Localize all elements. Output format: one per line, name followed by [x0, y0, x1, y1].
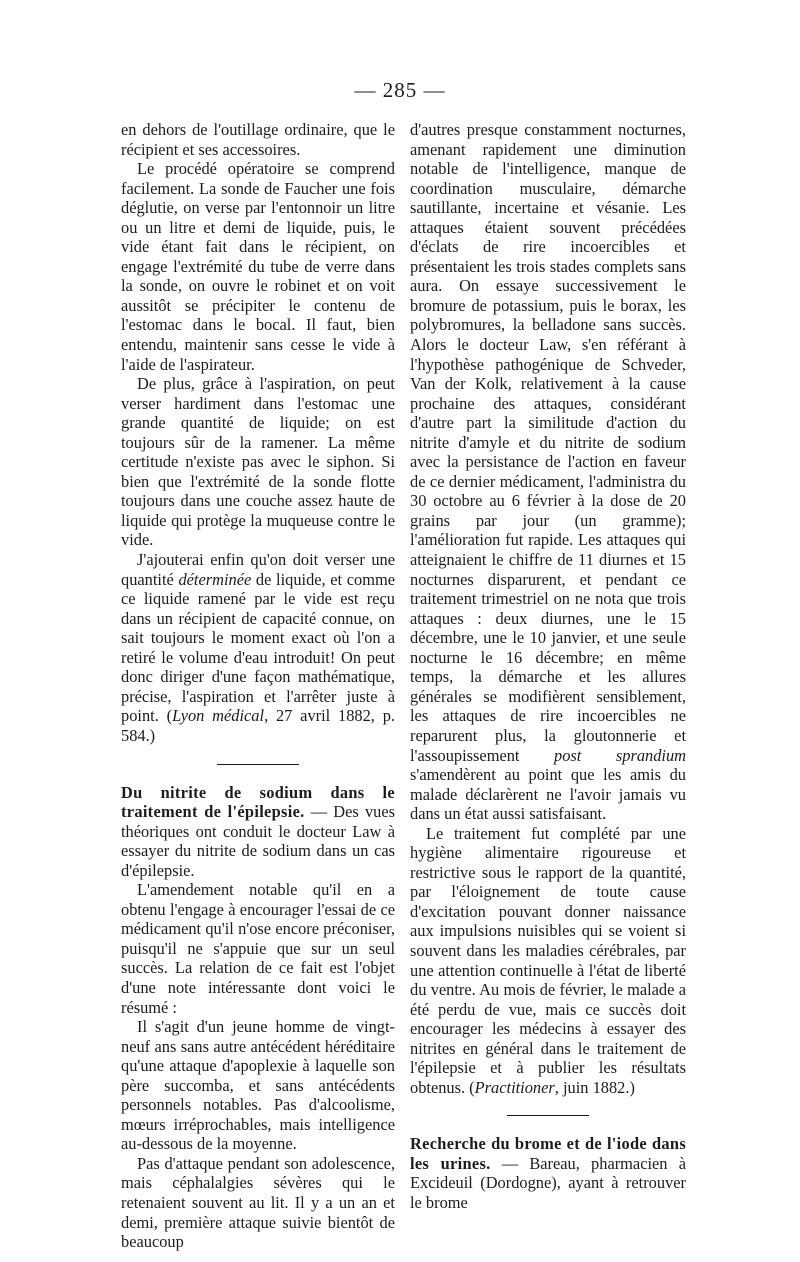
source-citation: Practitioner — [474, 1077, 555, 1097]
paragraph: L'amendement notable qu'il en a obtenu l'engage à encourager l'essai de ce médicament qu'il n'ose encore préconiser, puisqu'il ne s'appuie que sur un seul succès. La relation de ce fait est l'objet d'une note intéressante dont voici le résumé : — [121, 880, 395, 1017]
source-citation: Lyon médical — [172, 706, 265, 726]
paragraph: Pas d'attaque pendant son adolescence, mais céphalalgies sévères qui le retenaient souvent au lit. Il y a un an et demi, première attaque suivie bientôt de beaucoup — [121, 1153, 395, 1252]
page-number: — 285 — — [354, 78, 446, 102]
section-divider — [507, 1115, 589, 1116]
article-lead: Recherche du brome et de l'iode dans les urines. — Bareau, pharmacien à Excideuil (Dordogne), ayant à retrouver le brome — [410, 1134, 686, 1212]
section-divider — [217, 764, 299, 765]
paragraph: J'ajouterai enfin qu'on doit verser une quantité déterminée de liquide, et comme ce liquide ramené par le vide est reçu dans un récipient de capacité connue, on sait toujours le moment exact où l'on a retiré le volume d'eau introduit! On peut donc diriger d'une façon mathématique, précise, l'aspiration et l'arrêter juste à point. (Lyon médical, 27 avril 1882, p. 584.) — [121, 550, 395, 745]
paragraph: Il s'agit d'un jeune homme de vingt-neuf ans sans autre antécédent héréditaire qu'une attaque d'apoplexie à laquelle son père succomba, et sans antécédents personnels notables. Pas d'alcoolisme, mœurs irréprochables, mais intelligence au-dessous de la moyenne. — [121, 1017, 395, 1154]
article-lead: Du nitrite de sodium dans le traitement de l'épilepsie. — Des vues théoriques ont conduit le docteur Law à essayer du nitrite de sodium dans un cas d'épilepsie. — [121, 782, 396, 880]
paragraph: en dehors de l'outillage ordinaire, que le récipient et ses accessoires. — [121, 120, 395, 159]
article-title: Recherche du brome et de l'iode dans les urines. — [410, 1134, 686, 1173]
left-column — [121, 120, 395, 1252]
paragraph: d'autres presque constamment nocturnes, amenant rapidement une diminution notable de l'intelligence, manque de coordination musculaire, démarche sautillante, incertaine et vésanie. Les attaques étaient souvent précédées d'éclats de rire incoercibles et présentaient les trois stades complets sans aura. On essaye successivement le bromure de potassium, puis le borax, les polybromures, la belladone sans succès. Alors le docteur Law, s'en référant à l'hypothèse pathogénique de Schveder, Van der Kolk, relativement à la cause prochaine des attaques, considérant d'autre part la similitude d'action du nitrite d'amyle et du nitrite de sodium avec la persistance de l'action en faveur de ce dernier médicament, l'administra du 30 octobre au 6 février à la dose de 20 grains par jour (un gramme); l'amélioration fut rapide. Les attaques qui atteignaient le chiffre de 11 diurnes et 15 nocturnes disparurent, et pendant ce traitement trimestriel on ne nota que trois attaques : deux diurnes, une le 15 décembre, une le 10 janvier, et une seule nocturne le 16 décembre; en même temps, la démarche et les allures générales se modifièrent sensiblement, les attaques de rire incoercibles ne reparurent plus, la gloutonnerie et l'assoupissement post sprandium s'amendèrent au point que les amis du malade déclarèrent ne l'avoir jamais vu dans un état aussi satisfaisant. — [410, 120, 686, 824]
paragraph: De plus, grâce à l'aspiration, on peut verser hardiment dans l'estomac une grande quantité de liquide; on est toujours sûr de la ramener. La même certitude n'existe pas avec le siphon. Si bien que l'extrémité de la sonde flotte toujours dans une couche assez haute de liquide qui protège la muqueuse contre le vide. — [121, 374, 395, 550]
paragraph: Le traitement fut complété par une hygiène alimentaire rigoureuse et restrictive sous le rapport de la quantité, par l'éloignement de toute cause d'excitation pouvant donner naissance aux impulsions nuisibles qui se voient si souvent dans les maladies cérébrales, par une attention continuelle à l'état de liberté du ventre. Au mois de février, le malade a été perdu de vue, mais ce succès doit encourager les médecins à essayer des nitrites en général dans le traitement de l'épilepsie et à publier les résultats obtenus. (Practitioner, juin 1882.) — [410, 823, 686, 1097]
right-column — [410, 120, 686, 1213]
paragraph: Le procédé opératoire se comprend facilement. La sonde de Faucher une fois déglutie, on verse par l'entonnoir un litre ou un litre et demi de liquide, puis, le vide étant fait dans le récipient, on engage l'extrémité du tube de verre dans la sonde, on ouvre le robinet et on voit aussitôt se précipiter le contenu de l'estomac dans le bocal. Il faut, bien entendu, maintenir sans cesse le vide à l'aide de l'aspirateur. — [121, 159, 395, 374]
italic-term: post sprandium — [554, 745, 686, 765]
article-title: Du nitrite de sodium dans le traitement de l'épilepsie. — [121, 782, 395, 822]
italic-term: déterminée — [178, 569, 252, 589]
